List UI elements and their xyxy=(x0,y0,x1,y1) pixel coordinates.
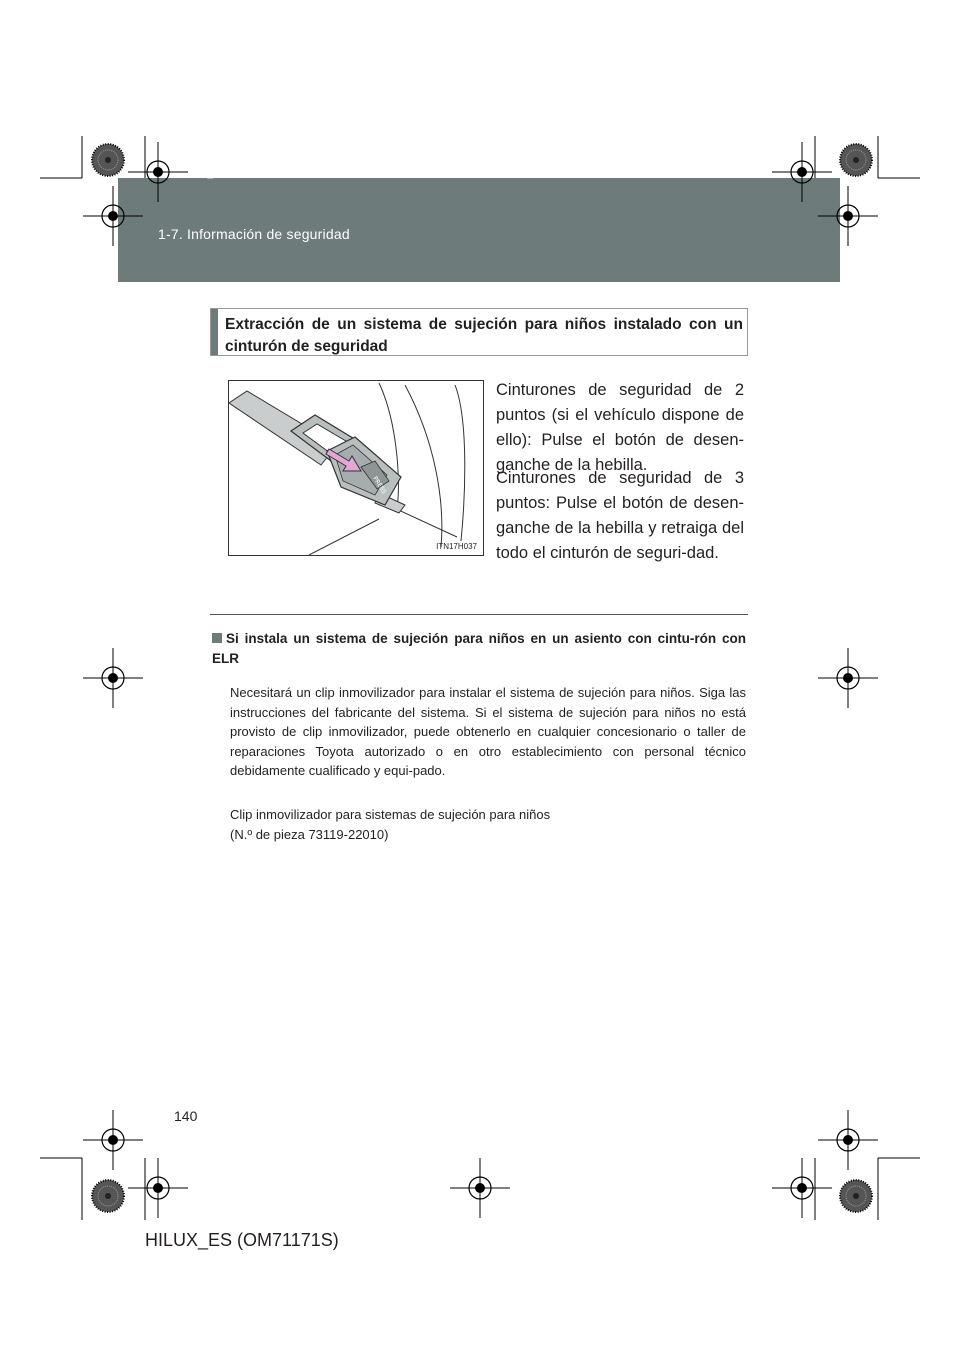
buckle-press-text: PRESS xyxy=(371,475,388,496)
note-part-line-1: Clip inmovilizador para sistemas de sujeción para niños xyxy=(230,807,551,822)
print-stamp: HILUX_ES.book Page 140 Wednesday, March 23, 2011 4:15 PM xyxy=(176,168,525,179)
figure-code: ITN17H037 xyxy=(436,542,477,551)
note-paragraph: Necesitará un clip inmovilizador para instalar el sistema de sujeción para niños. Siga las instrucciones del fabricante del sistema. Si el sistema de sujeción para niños no está provisto de clip inmovilizador, puede obtenerlo en cualquier concesionario o taller de reparaciones Toyota autorizado o en otro establecimiento con personal técnico debidamente cualificado y equi-pado. xyxy=(230,685,746,778)
body-paragraph-2-point: Cinturones de seguridad de 2 puntos (si el vehículo dispone de ello): Pulse el botón de desen-ganche de la hebilla. xyxy=(496,381,744,474)
note-part-line-2: (N.º de pieza 73119-22010) xyxy=(230,826,389,842)
page-number: 140 xyxy=(174,1108,198,1124)
section-heading: Extracción de un sistema de sujeción para niños instalado con un cinturón de seguridad xyxy=(225,316,743,355)
document-code: HILUX_ES (OM71171S) xyxy=(145,1230,339,1250)
note-title-text: Si instala un sistema de sujeción para niños en un asiento con cintu-rón con ELR xyxy=(212,631,746,666)
section-label: 1-7. Información de seguridad xyxy=(158,226,350,242)
body-paragraph-3-point: Cinturones de seguridad de 3 puntos: Pulse el botón de desen-ganche de la hebilla y retraiga del todo el cinturón de seguri-dad. xyxy=(496,469,744,562)
